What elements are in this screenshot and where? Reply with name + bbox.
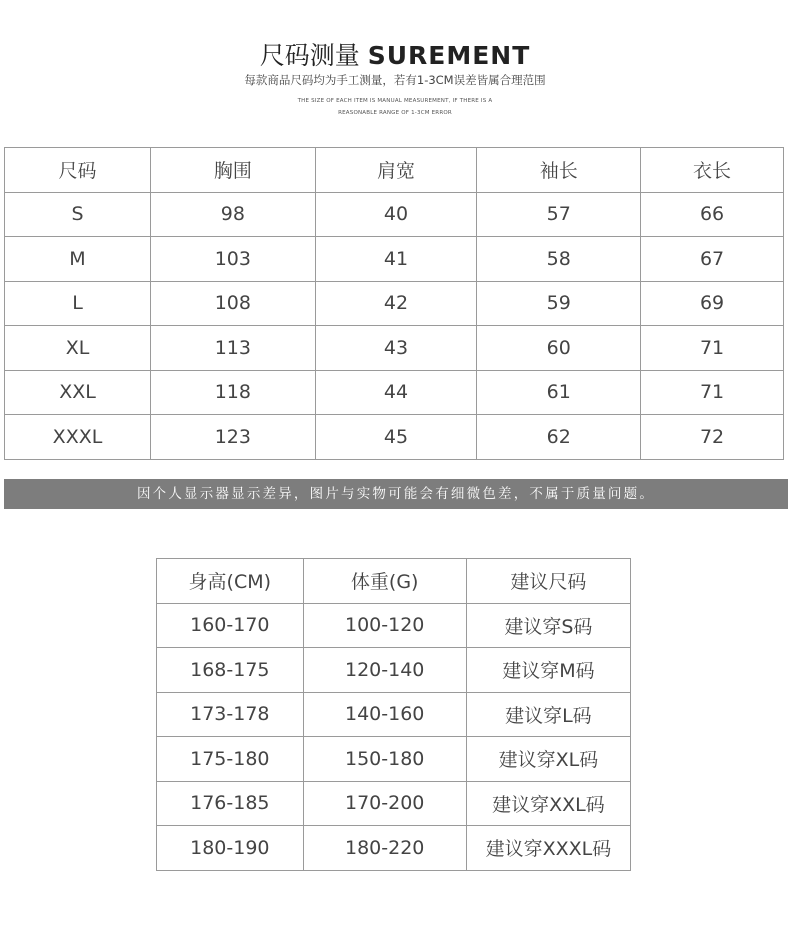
table-cell: 45 [315, 415, 477, 460]
table-cell: 173-178 [157, 692, 304, 737]
table-cell: 123 [151, 415, 316, 460]
table-header-row [157, 559, 631, 604]
table-cell: 建议穿XXXL码 [466, 826, 630, 871]
table-row [5, 415, 784, 460]
table-row [157, 826, 631, 871]
table-cell: 170-200 [303, 781, 466, 826]
table-cell: 71 [641, 326, 784, 371]
disclaimer-banner: 因个人显示器显示差异，图片与实物可能会有细微色差，不属于质量问题。 [4, 479, 788, 509]
table-cell: 120-140 [303, 648, 466, 693]
table-row [5, 237, 784, 282]
table-cell: 41 [315, 237, 477, 282]
table-cell: 100-120 [303, 603, 466, 648]
page-title [0, 36, 790, 72]
table-cell: 67 [641, 237, 784, 282]
header-cell: 衣长 [641, 148, 784, 193]
table-cell: 160-170 [157, 603, 304, 648]
table-cell: 建议穿L码 [466, 692, 630, 737]
table-cell: S [5, 192, 151, 237]
table-cell: 建议穿XXL码 [466, 781, 630, 826]
table-cell: 57 [477, 192, 641, 237]
table-cell: 176-185 [157, 781, 304, 826]
table-row [157, 648, 631, 693]
table-cell: 58 [477, 237, 641, 282]
header [0, 0, 790, 140]
table-cell: 69 [641, 281, 784, 326]
recommendation-table [156, 558, 631, 871]
table-cell: 118 [151, 370, 316, 415]
table-cell: 140-160 [303, 692, 466, 737]
english-note-line2: REASONABLE RANGE OF 1-3CM ERROR [338, 110, 452, 116]
table-cell: 42 [315, 281, 477, 326]
table-cell: XXL [5, 370, 151, 415]
english-note-line1: THE SIZE OF EACH ITEM IS MANUAL MEASUREMENT, IF THERE IS A [297, 98, 493, 104]
table-cell: 103 [151, 237, 316, 282]
table-row [5, 370, 784, 415]
table-cell: 98 [151, 192, 316, 237]
table-cell: 180-190 [157, 826, 304, 871]
table-cell: 44 [315, 370, 477, 415]
table-cell: 40 [315, 192, 477, 237]
header-cell: 身高(CM) [157, 559, 304, 604]
table-cell: 72 [641, 415, 784, 460]
table-cell: 71 [641, 370, 784, 415]
table-row [5, 192, 784, 237]
table-cell: 建议穿S码 [466, 603, 630, 648]
header-cell: 胸围 [151, 148, 316, 193]
header-cell: 尺码 [5, 148, 151, 193]
table-cell: 43 [315, 326, 477, 371]
table-cell: XL [5, 326, 151, 371]
table-row [5, 326, 784, 371]
table-cell: 175-180 [157, 737, 304, 782]
table-cell: 168-175 [157, 648, 304, 693]
table-cell: 150-180 [303, 737, 466, 782]
header-cell: 袖长 [477, 148, 641, 193]
table-cell: 60 [477, 326, 641, 371]
table-row [157, 737, 631, 782]
table-row [157, 781, 631, 826]
header-cell: 建议尺码 [466, 559, 630, 604]
title-en: SUREMENT [367, 41, 531, 70]
table-cell: 建议穿M码 [466, 648, 630, 693]
table-cell: 113 [151, 326, 316, 371]
table-cell: L [5, 281, 151, 326]
table-cell: 108 [151, 281, 316, 326]
title-cn: 尺码测量 [259, 41, 360, 70]
table-cell: 建议穿XL码 [466, 737, 630, 782]
subtitle: 每款商品尺码均为手工测量，若有1-3CM误差皆属合理范围 [244, 73, 546, 87]
table-cell: 61 [477, 370, 641, 415]
table-cell: 59 [477, 281, 641, 326]
table-cell: XXXL [5, 415, 151, 460]
table-row [5, 281, 784, 326]
header-cell: 肩宽 [315, 148, 477, 193]
table-cell: 180-220 [303, 826, 466, 871]
header-cell: 体重(G) [303, 559, 466, 604]
table-cell: 66 [641, 192, 784, 237]
size-table [4, 147, 784, 460]
table-row [157, 692, 631, 737]
table-row [157, 603, 631, 648]
table-cell: 62 [477, 415, 641, 460]
table-header-row [5, 148, 784, 193]
table-cell: M [5, 237, 151, 282]
